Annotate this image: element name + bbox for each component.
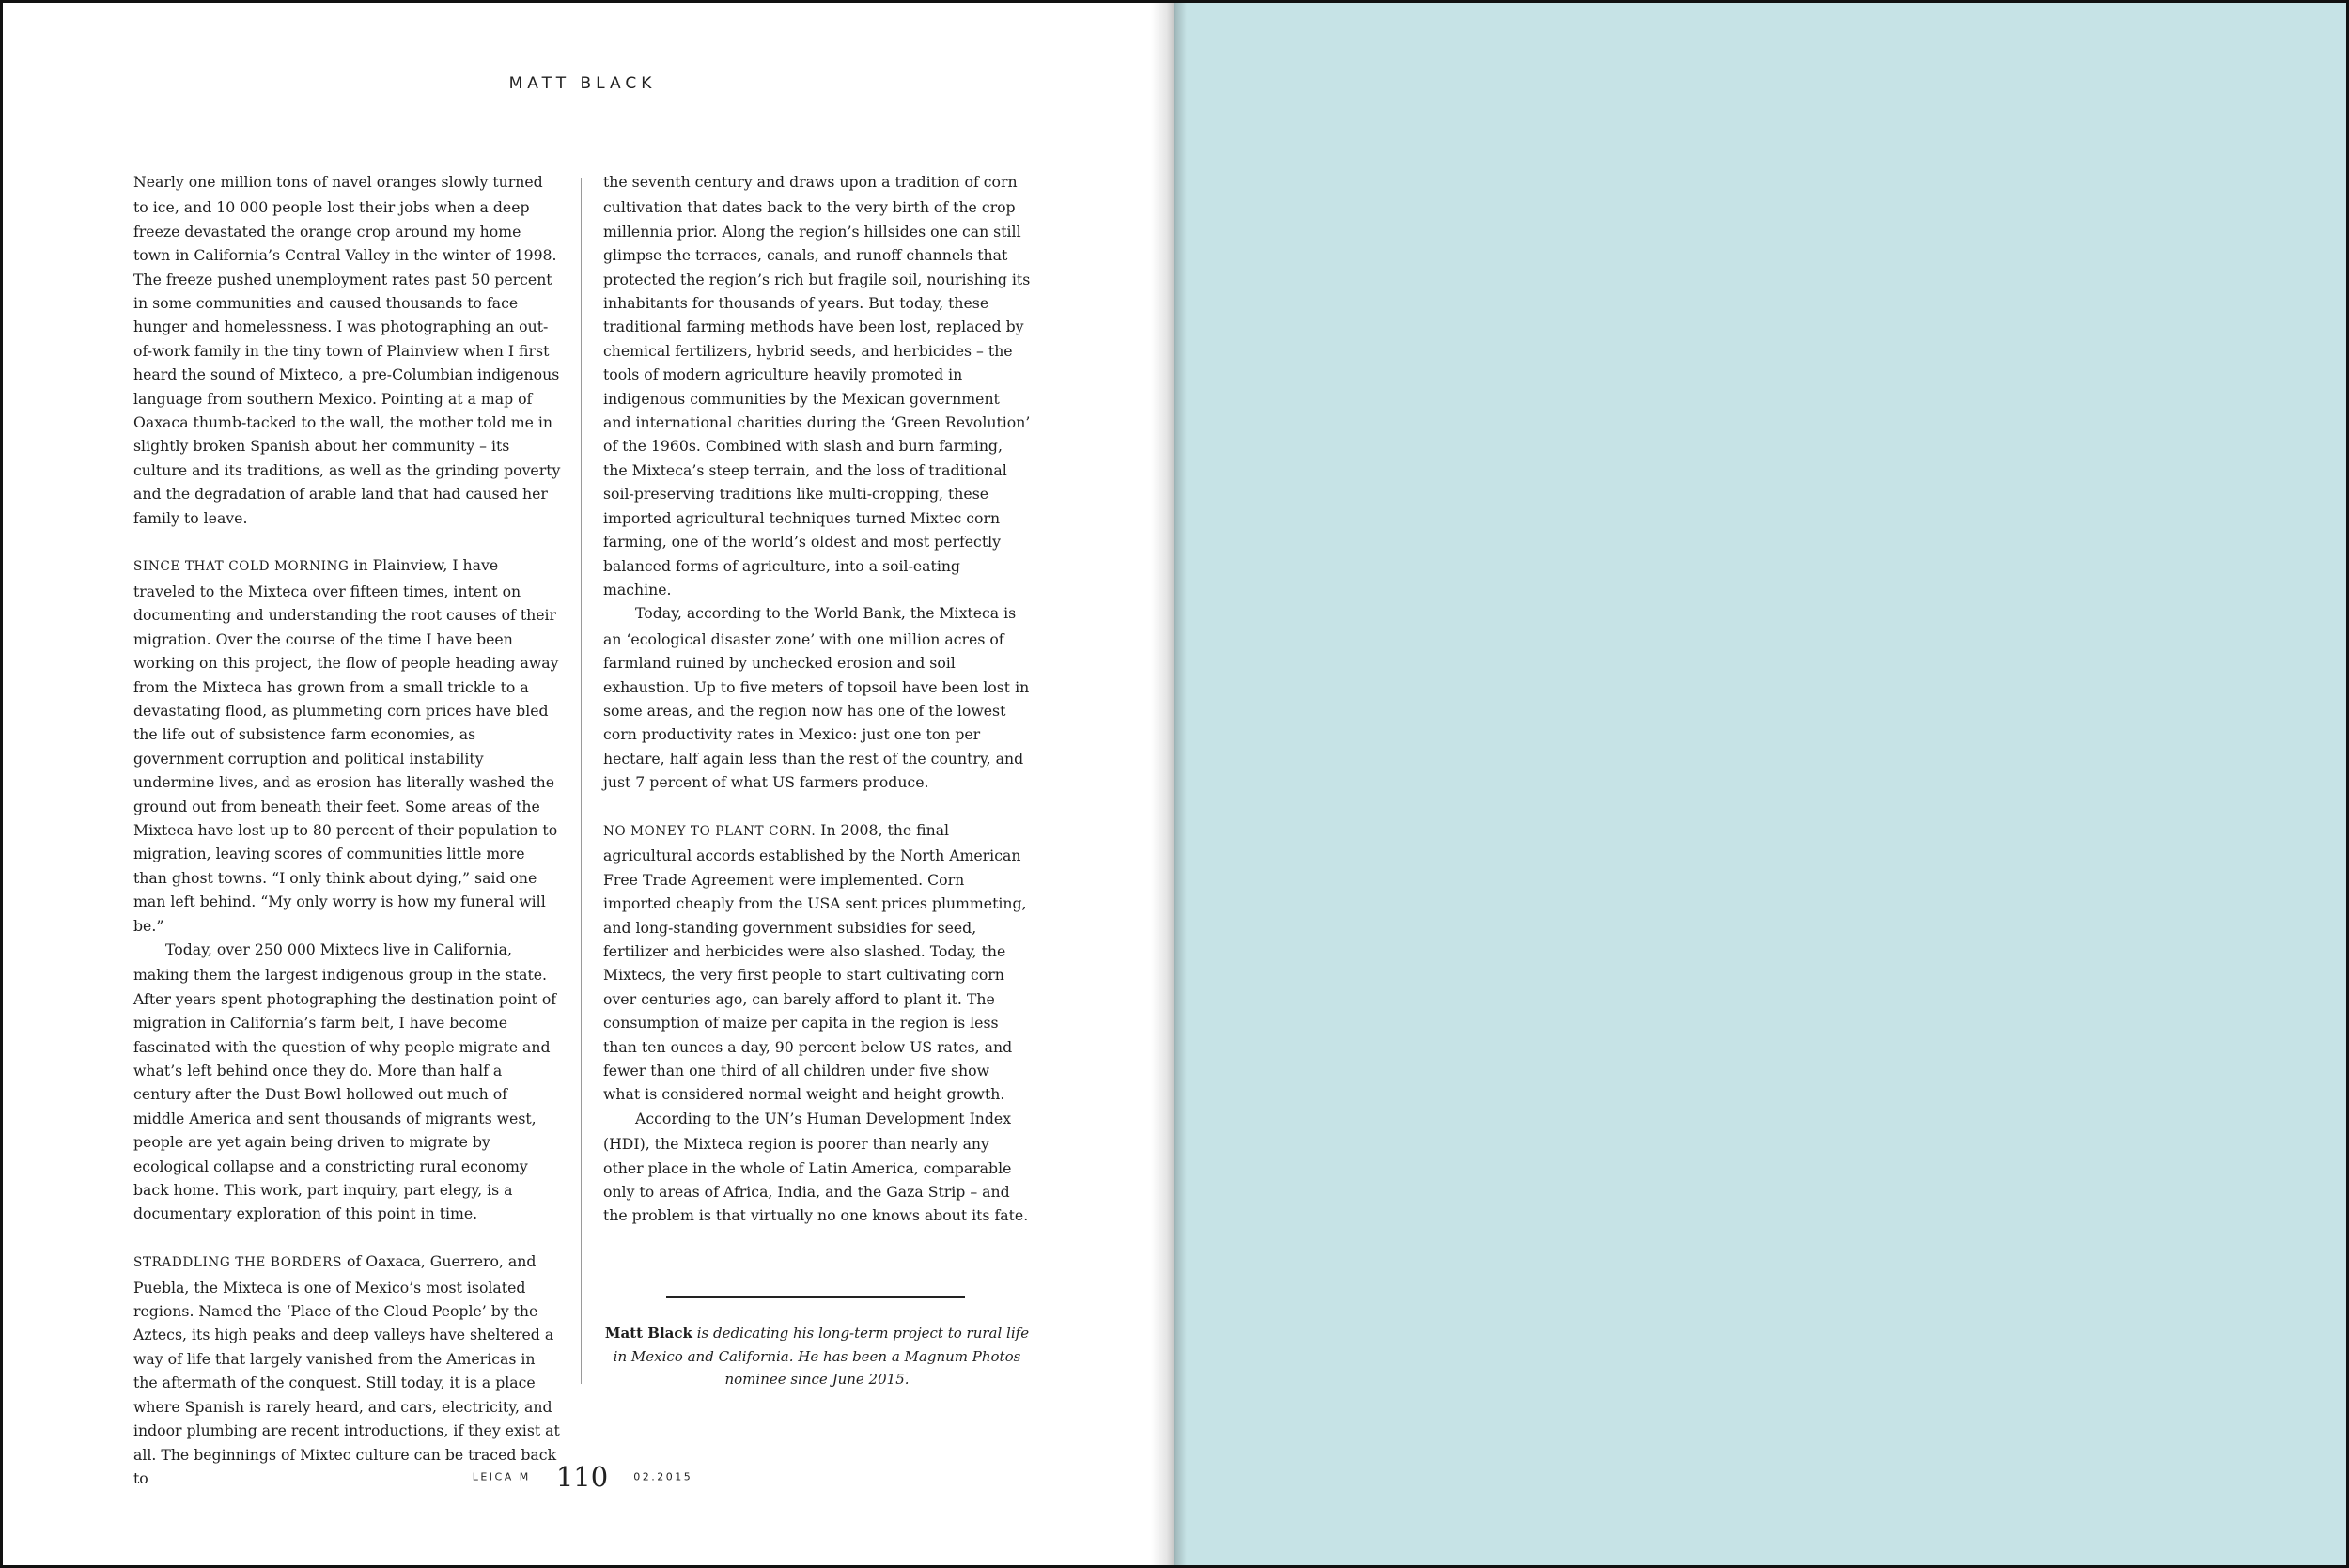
paragraph-text: in Plainview, I have traveled to the Mixteca over fifteen times, intent on documenting and understanding the root causes of their migration. Over the course of the time I have been working on this project, the flow of people heading away from the Mixteca has grown from a small trickle to a devastating flood, as plummeting corn prices have bled the life out of subsistence farm economies, as government corruption and political instability undermine lives, and as erosion has literally washed the ground out from beneath their feet. Some areas of the Mixteca have lost up to 80 percent of their population to migration, leaving scores of communities little more than ghost towns. “I only think about dying,” said one man left behind. “My only worry is how my funeral will be.”	[133, 556, 559, 935]
paragraph	[133, 938, 561, 1226]
paragraph	[603, 170, 1031, 601]
issue-date: 02.2015	[633, 1470, 693, 1483]
magazine-spread	[3, 3, 2346, 1565]
author-name: Matt Black	[604, 1325, 692, 1342]
paragraph-text: Today, over 250 000 Mixtecs live in California, making them the largest indigenous group in the state. After years spent photographing the destination point of migration in California’s farm belt, I have become fascinated with the question of why people migrate and what’s left behind once they do. More than half a century after the Dust Bowl hollowed out much of middle America and sent thousands of migrants west, people are yet again being driven to migrate by ecological collapse and a constricting rural economy back home. This work, part inquiry, part elegy, is a documentary exploration of this point in time.	[133, 939, 557, 1223]
author-bio-text: is dedicating his long-term project to rural life in Mexico and California. He has been a Magnum Photos nominee since June 2015.	[613, 1325, 1030, 1388]
text-column-left	[133, 170, 561, 1490]
paragraph-text: Nearly one million tons of navel oranges slowly turned to ice, and 10 000 people lost their jobs when a deep freeze devastated the orange crop around my home town in California’s Central Valley in the winter of 1998. The freeze pushed unemployment rates past 50 percent in some communities and caused thousands to face hunger and homelessness. I was photographing an out-of-work family in the tiny town of Plainview when I first heard the sound of Mixteco, a pre-Columbian indigenous language from southern Mexico. Pointing at a map of Oaxaca thumb-tacked to the wall, the mother told me in slightly broken Spanish about her community – its culture and its traditions, as well as the grinding poverty and the degradation of arable land that had caused her family to leave.	[133, 173, 561, 527]
paragraph-lead: NO MONEY TO PLANT CORN.	[603, 823, 817, 839]
paragraph	[603, 601, 1031, 794]
running-head: MATT BLACK	[508, 74, 657, 93]
paragraph-text: of Oaxaca, Guerrero, and Puebla, the Mixteca is one of Mexico’s most isolated regions. Named the ‘Place of the Cloud People’ by the Aztecs, its high peaks and deep valleys have sheltered a way of life that largely vanished from the Americas in the aftermath of the conquest. Still today, it is a place where Spanish is rarely heard, and cars, electricity, and indoor plumbing are recent introductions, if they exist at all. The beginnings of Mixtec culture can be traced back to	[133, 1252, 560, 1487]
paragraph-text: According to the UN’s Human Development Index (HDI), the Mixteca region is poorer than nearly any other place in the whole of Latin America, comparable only to areas of Africa, India, and the Gaza Strip – and the problem is that virtually no one knows about its fate.	[603, 1109, 1029, 1225]
paragraph-text: Today, according to the World Bank, the Mixteca is an ‘ecological disaster zone’ with one million acres of farmland ruined by unchecked erosion and soil exhaustion. Up to five meters of topsoil have been lost in some areas, and the region now has one of the lowest corn productivity rates in Mexico: just one ton per hectare, half again less than the rest of the country, and just 7 percent of what US farmers produce.	[603, 604, 1030, 792]
magazine-name: LEICA M	[472, 1470, 531, 1483]
gutter-shadow-right	[1174, 3, 1187, 1565]
author-bio	[603, 1322, 1031, 1391]
paragraph	[133, 1250, 561, 1490]
paragraph-text: the seventh century and draws upon a tradition of corn cultivation that dates back to the very birth of the crop millennia prior. Along the region’s hillsides one can still glimpse the terraces, canals, and runoff channels that protected the region’s rich but fragile soil, nourishing its inhabitants for thousands of years. But today, these traditional farming methods have been lost, replaced by chemical fertilizers, hybrid seeds, and herbicides – the tools of modern agriculture heavily promoted in indigenous communities by the Mexican government and international charities during the ‘Green Revolution’ of the 1960s. Combined with slash and burn farming, the Mixteca’s steep terrain, and the loss of traditional soil-preserving traditions like multi-cropping, these imported agricultural techniques turned Mixtec corn farming, one of the world’s oldest and most perfectly balanced forms of agriculture, into a soil-eating machine.	[603, 173, 1031, 598]
page-footer	[3, 1461, 1162, 1493]
paragraph-lead: SINCE THAT COLD MORNING	[133, 559, 350, 575]
right-page	[1174, 3, 2346, 1565]
page-number: 110	[555, 1461, 609, 1493]
gutter-shadow	[1151, 3, 1174, 1565]
paragraph	[603, 1107, 1031, 1228]
text-column-right	[603, 170, 1031, 1228]
paragraph	[133, 170, 561, 530]
column-divider	[581, 178, 582, 1384]
left-page	[3, 3, 1174, 1565]
paragraph	[603, 818, 1031, 1107]
bio-divider	[666, 1296, 965, 1298]
paragraph	[133, 553, 561, 938]
paragraph-lead: STRADDLING THE BORDERS	[133, 1255, 343, 1271]
paragraph-text: In 2008, the final agricultural accords established by the North American Free Trade Agreement were implemented. Corn imported cheaply from the USA sent prices plummeting, and long-standing government subsidies for seed, fertilizer and herbicides were also slashed. Today, the Mixtecs, the very first people to start cultivating corn over centuries ago, can barely afford to plant it. The consumption of maize per capita in the region is less than ten ounces a day, 90 percent below US rates, and fewer than one third of all children under five show what is considered normal weight and height growth.	[603, 820, 1027, 1104]
